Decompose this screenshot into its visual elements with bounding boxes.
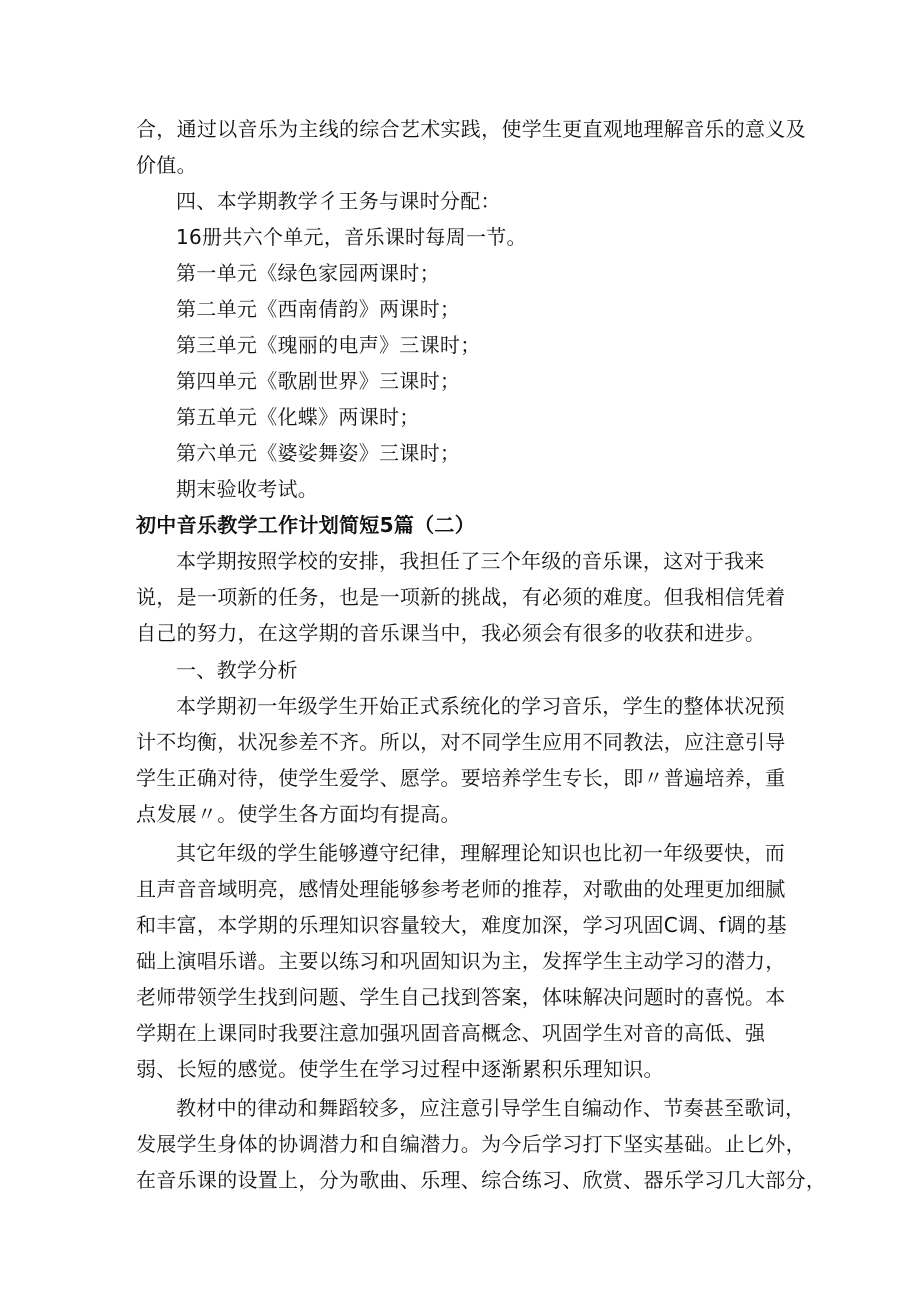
text-line: 第五单元《化蝶》两课时； <box>176 405 420 429</box>
text-line: 第四单元《歌剧世界》三课时； <box>176 369 461 393</box>
section-heading: 初中音乐教学工作计划简短5篇（二） <box>136 513 476 537</box>
text-line: 一、教学分析 <box>176 658 298 682</box>
text-line: 弱、长短的感觉。使学生在学习过程中逐渐累积乐理知识。 <box>136 1057 664 1081</box>
text-line: 期末验收考试。 <box>176 477 319 501</box>
text-line: 教材中的律动和舞蹈较多，应注意引导学生自编动作、节奏甚至歌词， <box>176 1096 806 1120</box>
text-line: 第二单元《西南倩韵》两课时； <box>176 297 461 321</box>
text-line: 说，是一项新的任务，也是一项新的挑战，有必须的难度。但我相信凭着 <box>136 585 786 609</box>
text-line: 自己的努力，在这学期的音乐课当中，我必须会有很多的收获和进步。 <box>136 621 766 645</box>
text-line: 发展学生身体的协调潜力和自编潜力。为今后学习打下坚实基础。止匕外， <box>136 1132 806 1156</box>
text-line: 老师带领学生找到问题、学生自己找到答案，体味解决问题时的喜悦。本 <box>136 985 786 1009</box>
text-line: 本学期按照学校的安排，我担任了三个年级的音乐课，这对于我来 <box>176 549 765 573</box>
text-line: 计不均衡，状况参差不齐。所以，对不同学生应用不同教法，应注意引导 <box>136 730 786 754</box>
text-line: 础上演唱乐谱。主要以练习和巩固知识为主，发挥学生主动学习的潜力， <box>136 949 786 973</box>
text-line: 在音乐课的设置上，分为歌曲、乐理、综合练习、欣赏、器乐学习几大部分， <box>136 1168 827 1192</box>
text-line: 学生正确对待，使学生爱学、愿学。要培养学生专长，即〃普遍培养，重 <box>136 766 786 790</box>
text-line: 和丰富，本学期的乐理知识容量较大，难度加深，学习巩固C调、f调的基 <box>136 913 787 937</box>
text-line: 学期在上课同时我要注意加强巩固音高概念、巩固学生对音的高低、强 <box>136 1021 766 1045</box>
text-line: 第六单元《婆娑舞姿》三课时； <box>176 441 461 465</box>
text-line: 点发展〃。使学生各方面均有提高。 <box>136 802 461 826</box>
text-line: 合，通过以音乐为主线的综合艺术实践，使学生更直观地理解音乐的意义及 <box>136 117 806 141</box>
text-line: 四、本学期教学彳王务与课时分配： <box>176 189 501 213</box>
text-line: 且声音音域明亮，感情处理能够参考老师的推荐，对歌曲的处理更加细腻 <box>136 877 786 901</box>
text-line: 第一单元《绿色家园两课时； <box>176 261 440 285</box>
text-line: 第三单元《瑰丽的电声》三课时； <box>176 333 481 357</box>
text-line: 价值。 <box>136 153 197 177</box>
text-line: 其它年级的学生能够遵守纪律，理解理论知识也比初一年级要快，而 <box>176 841 785 865</box>
text-line: 16册共六个单元，音乐课时每周一节。 <box>176 225 527 249</box>
text-line: 本学期初一年级学生开始正式系统化的学习音乐，学生的整体状况预 <box>176 694 785 718</box>
